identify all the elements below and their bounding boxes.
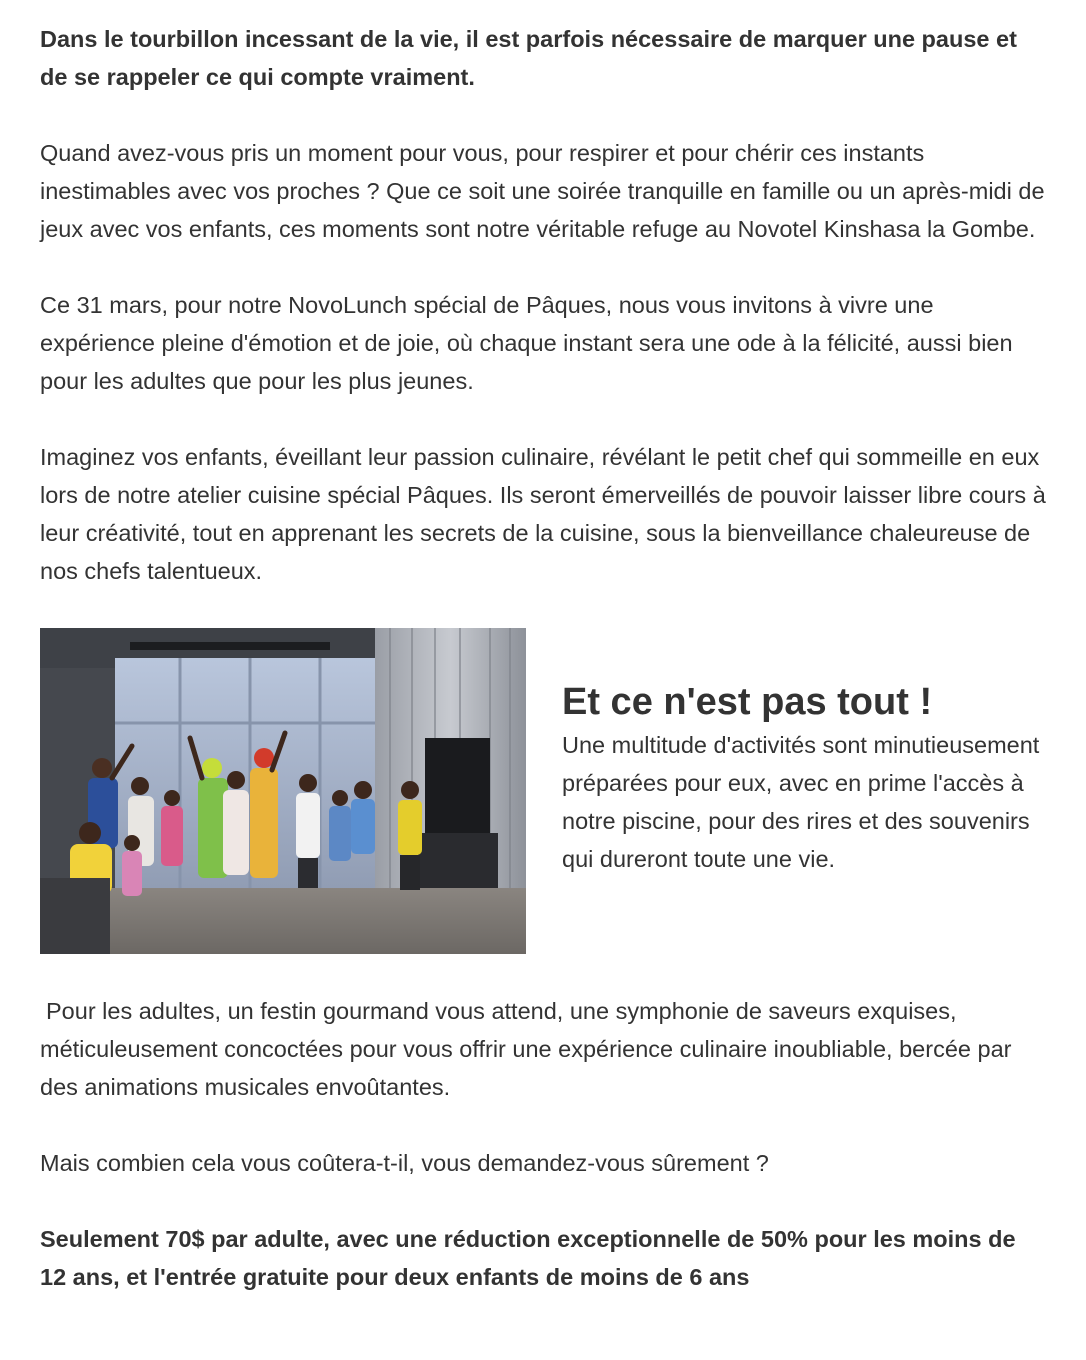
feature-heading: Et ce n'est pas tout ! (562, 681, 933, 723)
feature-text (562, 628, 1046, 878)
intro-text: Dans le tourbillon incessant de la vie, il est parfois nécessaire de marquer une pause et de se rappeler ce qui compte vraiment. (40, 26, 1017, 90)
paragraph-cooking-workshop: Imaginez vos enfants, éveillant leur passion culinaire, révélant le petit chef qui sommeille en eux lors de notre atelier cuisine spécial Pâques. Ils seront émerveillés de pouvoir laisser libre cours à leur créativité, tout en apprenant les secrets de la cuisine, sous la bienveillance chaleureuse de nos chefs talentueux. (40, 444, 1046, 584)
children-event-photo (40, 628, 526, 954)
paragraph-moments: Quand avez-vous pris un moment pour vous, pour respirer et pour chérir ces instants inestimables avec vos proches ? Que ce soit une soirée tranquille en famille ou un après-midi de jeux avec vos enfants, ces moments sont notre véritable refuge au Novotel Kinshasa la Gombe. (40, 140, 1045, 242)
paragraph-adults-feast: Pour les adultes, un festin gourmand vous attend, une symphonie de saveurs exquises, méticuleusement concoctées pour vous offrir une expérience culinaire inoubliable, bercée par des animations musicales envoûtantes. (40, 998, 1012, 1100)
pricing-text: Seulement 70$ par adulte, avec une réduction exceptionnelle de 50% pour les moins de 12 ans, et l'entrée gratuite pour deux enfants de moins de 6 ans (40, 1226, 1016, 1290)
feature-description: Une multitude d'activités sont minutieusement préparées pour eux, avec en prime l'accès à notre piscine, pour des rires et des souvenirs qui dureront toute une vie. (562, 732, 1040, 872)
paragraph-novolunch: Ce 31 mars, pour notre NovoLunch spécial de Pâques, nous vous invitons à vivre une expérience pleine d'émotion et de joie, où chaque instant sera une ode à la félicité, aussi bien pour les adultes que pour les plus jeunes. (40, 292, 1013, 394)
email-body (40, 0, 1046, 1296)
paragraph-price-question: Mais combien cela vous coûtera-t-il, vous demandez-vous sûrement ? (40, 1150, 769, 1176)
feature-section (40, 628, 1046, 954)
